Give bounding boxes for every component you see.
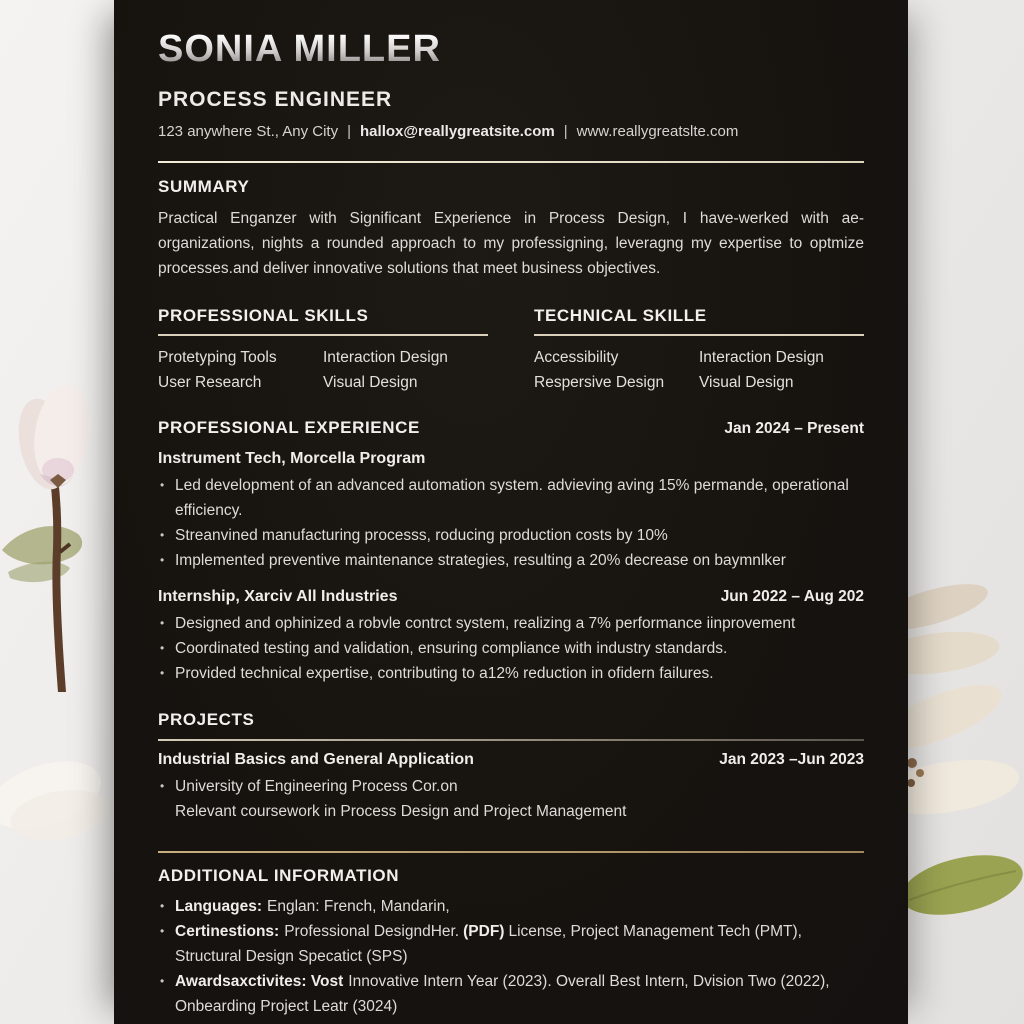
experience-bullet: • Implemented preventive maintenance strategies, resulting a 20% decrease on baymnlker	[158, 548, 864, 573]
skill-item: Interaction Design	[323, 349, 448, 366]
summary-text: Practical Enganzer with Significant Experience in Process Design, I have-werked with ae- organizations, nights a rounded approach to my professigning, leveragng my expertise to optmize processes.and deliver innovative solutions that meet business objectives.	[158, 210, 864, 277]
awards-text: Innovative Intern Year (2023). Overall Best Intern, Dvision Two (2022), Onbearding Project Leatr (3024)	[175, 972, 830, 1015]
professional-skills-heading: PROFESSIONAL SKILLS	[158, 306, 369, 325]
experience-bullet: • Coordinated testing and validation, ensuring compliance with industry standards.	[158, 636, 864, 661]
project-bullet: • University of Engineering Process Cor.on	[158, 774, 864, 799]
project-detail: Relevant coursework in Process Design and Project Management	[175, 802, 627, 820]
projects-section	[158, 710, 864, 824]
awards-item	[158, 969, 864, 1019]
certifications-label: Certinestions:	[175, 922, 280, 940]
professional-skills-column	[158, 306, 488, 395]
job-bullets	[158, 611, 864, 686]
languages-text: Englan: French, Mandarin,	[266, 897, 450, 915]
skill-item: Respersive Design	[534, 374, 665, 391]
awards-label: Awardsaxctivites: Vost	[175, 972, 344, 990]
skills-divider	[158, 334, 488, 336]
languages-label: Languages:	[175, 897, 262, 915]
experience-bullet: • Led development of an advanced automation system. advieving aving 15% permande, operational efficiency.	[158, 473, 864, 523]
summary-section	[158, 177, 864, 281]
additional-heading: ADDITIONAL INFORMATION	[158, 865, 400, 885]
job-title: Instrument Tech, Morcella Program	[158, 450, 426, 467]
contact-email: hallox@reallygreatsite.com	[360, 123, 555, 140]
additional-items	[158, 894, 864, 1019]
header-divider	[158, 161, 864, 163]
resume-card	[114, 0, 908, 1024]
certifications-item	[158, 919, 864, 969]
experience-bullet: • Streanvined manufacturing processs, roducing production costs by 10%	[158, 523, 864, 548]
project-header	[158, 751, 864, 769]
certifications-bold: (PDF)	[463, 922, 505, 940]
skills-section	[158, 306, 864, 395]
job-dates: Jan 2024 – Present	[724, 420, 864, 437]
person-title: PROCESS ENGINEER	[158, 88, 393, 111]
experience-section	[158, 418, 864, 686]
contact-address: 123 anywhere St., Any City	[158, 123, 339, 140]
project-dates: Jan 2023 –Jun 2023	[719, 750, 864, 768]
project-bullets	[158, 774, 864, 824]
experience-heading: PROFESSIONAL EXPERIENCE	[158, 418, 420, 437]
certifications-text-before: Professional DesigndHer.	[284, 922, 460, 940]
summary-heading: SUMMARY	[158, 177, 250, 196]
contact-separator: |	[563, 123, 568, 140]
job-title: Internship, Xarciv All Industries	[158, 588, 398, 605]
experience-bullet: • Provided technical expertise, contributing to a12% reduction in ofidern failures.	[158, 661, 864, 686]
skill-item: Visual Design	[699, 374, 794, 391]
technical-skills-column	[534, 306, 864, 395]
project-title: Industrial Basics and General Application	[158, 750, 474, 768]
skill-item: Visual Design	[323, 374, 418, 391]
projects-heading: PROJECTS	[158, 710, 255, 729]
experience-header	[158, 418, 864, 438]
contact-website: www.reallygreatslte.com	[576, 123, 739, 140]
languages-item	[158, 894, 864, 919]
magnolia-bud-left-image	[0, 382, 120, 692]
skill-item: Accessibility	[534, 349, 619, 366]
skill-item: User Research	[158, 374, 262, 391]
additional-section	[158, 866, 864, 1019]
skills-divider	[534, 334, 864, 336]
professional-skills-list	[158, 345, 488, 395]
projects-divider	[158, 739, 864, 741]
job-dates: Jun 2022 – Aug 202	[720, 588, 864, 605]
person-name: SONIA MILLER	[158, 28, 864, 71]
certifications-text-after: License, Project Management Tech (PMT), Structural Design Specatict (SPS)	[175, 922, 802, 965]
technical-skills-heading: TECHNICAL SKILLE	[534, 306, 707, 325]
petal-bottom-left-image	[0, 740, 116, 860]
job-header	[158, 588, 864, 606]
technical-skills-list	[534, 345, 864, 395]
additional-divider	[158, 851, 864, 853]
experience-bullet: • Designed and ophinized a robvle contrct system, realizing a 7% performance iinprovement	[158, 611, 864, 636]
skill-item: Protetyping Tools	[158, 349, 277, 366]
contact-separator: |	[347, 123, 352, 140]
skill-item: Interaction Design	[699, 349, 824, 366]
contact-line	[158, 123, 864, 140]
job-bullets	[158, 473, 864, 573]
magnolia-petals-right-image	[904, 555, 1024, 975]
